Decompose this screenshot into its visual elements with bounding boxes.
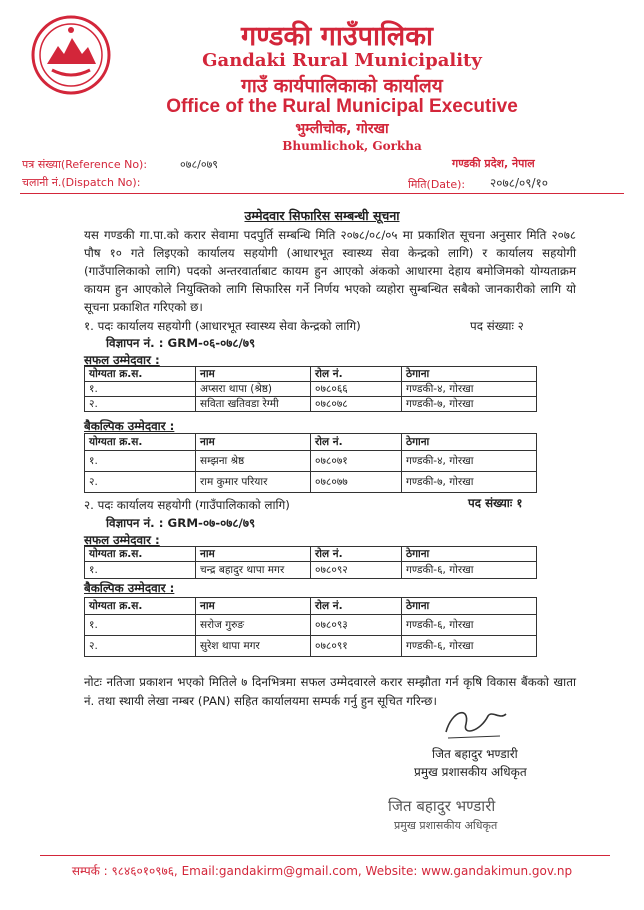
cell: २.: [85, 397, 196, 412]
table-header-row: [85, 547, 537, 562]
post-1-selected-label: सफल उम्मेदवार :: [84, 353, 160, 367]
col-header: रोल नं.: [311, 547, 402, 562]
cell: गण्डकी-७, गोरखा: [402, 397, 537, 412]
stamp-title: प्रमुख प्रशासकीय अधिकृत: [394, 819, 498, 832]
cell: ०७८०७७: [311, 472, 402, 493]
post-1-selected-table: [84, 366, 537, 412]
province-label: गण्डकी प्रदेश, नेपाल: [452, 157, 535, 170]
col-header: रोल नं.: [311, 434, 402, 451]
col-header: योग्यता क्र.स.: [85, 434, 196, 451]
municipality-name-np: गण्डकी गाउँपालिका: [241, 21, 433, 52]
table-header-row: [85, 367, 537, 382]
table-row: [85, 615, 537, 636]
post-2-count: पद संख्याः १: [468, 496, 523, 510]
cell: ०७८०७१: [311, 451, 402, 472]
cell: ०७८०६६: [311, 382, 402, 397]
cell: अप्सरा थापा (श्रेष्ठ): [196, 382, 311, 397]
col-header: नाम: [196, 547, 311, 562]
post-1-alternate-table: [84, 433, 537, 493]
location-en: Bhumlichok, Gorkha: [282, 139, 422, 153]
table-row: [85, 636, 537, 657]
signatory-name: जित बहादुर भण्डारी: [432, 747, 518, 761]
col-header: रोल नं.: [311, 367, 402, 382]
cell: गण्डकी-६, गोरखा: [402, 636, 537, 657]
col-header: ठेगाना: [402, 367, 537, 382]
location-np: भुम्लीचोक, गोरखा: [295, 121, 389, 137]
col-header: ठेगाना: [402, 598, 537, 615]
header-divider: [20, 193, 624, 194]
reference-label: पत्र संख्या(Reference No):: [22, 158, 148, 171]
cell: चन्द्र बहादुर थापा मगर: [196, 562, 311, 579]
post-2-advert: विज्ञापन नं. : GRM-०७-०७८/७९: [106, 516, 256, 530]
table-header-row: [85, 598, 537, 615]
dispatch-label: चलानी नं.(Dispatch No):: [22, 176, 141, 189]
cell: गण्डकी-६, गोरखा: [402, 562, 537, 579]
post-2-heading: २. पदः कार्यालय सहयोगी (गाउँपालिकाको लागि): [84, 498, 290, 512]
cell: गण्डकी-७, गोरखा: [402, 472, 537, 493]
date-label: मिति(Date):: [408, 178, 466, 191]
office-name-np: गाउँ कार्यपालिकाको कार्यालय: [241, 75, 443, 97]
col-header: योग्यता क्र.स.: [85, 547, 196, 562]
col-header: ठेगाना: [402, 547, 537, 562]
cell: १.: [85, 615, 196, 636]
date-value: २०७८/०९/१०: [490, 176, 549, 190]
footer-divider: [40, 855, 610, 856]
col-header: योग्यता क्र.स.: [85, 367, 196, 382]
col-header: ठेगाना: [402, 434, 537, 451]
col-header: नाम: [196, 367, 311, 382]
table-header-row: [85, 434, 537, 451]
cell: ०७८०९२: [311, 562, 402, 579]
reference-value: ०७८/०७९: [180, 158, 219, 171]
post-1-advert: विज्ञापन नं. : GRM-०६-०७८/७९: [106, 336, 256, 350]
post-2-alternate-table: [84, 597, 537, 657]
post-2-alternate-label: बैकल्पिक उम्मेदवार :: [84, 581, 175, 595]
cell: २.: [85, 472, 196, 493]
signature-mark: [440, 702, 510, 742]
cell: सविता खतिवडा रेग्मी: [196, 397, 311, 412]
cell: २.: [85, 636, 196, 657]
cell: ०७८०७८: [311, 397, 402, 412]
table-row: [85, 382, 537, 397]
stamp-name: जित बहादुर भण्डारी: [388, 797, 496, 815]
col-header: योग्यता क्र.स.: [85, 598, 196, 615]
cell: गण्डकी-४, गोरखा: [402, 451, 537, 472]
cell: ०७८०९१: [311, 636, 402, 657]
notice-body: यस गण्डकी गा.पा.को करार सेवामा पदपुर्ति सम्बन्धि मिति २०७८/०८/०५ मा प्रकाशित सूचना अनुसार मिति २०७८ पौष १० गते लिइएको कार्यालय सहयोगी (आधारभूत स्वास्थ्य सेवा केन्द्रको लागि) र कार्यालय सहयोगी (गाउँपालिकाको लागि) पदको अन्तरवार्ताबाट कायम हुन आएको अंकको आधारमा देहाय बमोजिमको योग्यताक्रम कायम हुन आएकोले नियुक्तिको लागि सिफारिस गर्ने निर्णय भएको व्यहोरा सुम्बन्धित सबैको जानकारीको लागि यो सूचना प्रकाशित गरिएको छ।: [84, 228, 576, 314]
cell: गण्डकी-४, गोरखा: [402, 382, 537, 397]
footer-contact: सम्पर्क : ९८४६०१०९७६, Email:gandakirm@gmail.com, Website: www.gandakimun.gov.np: [71, 864, 573, 878]
table-row: [85, 472, 537, 493]
cell: गण्डकी-६, गोरखा: [402, 615, 537, 636]
cell: राम कुमार परियार: [196, 472, 311, 493]
col-header: नाम: [196, 434, 311, 451]
notice-title: उम्मेदवार सिफारिस सम्बन्धी सूचना: [244, 208, 400, 223]
signatory-title: प्रमुख प्रशासकीय अधिकृत: [414, 765, 527, 779]
col-header: नाम: [196, 598, 311, 615]
cell: १.: [85, 382, 196, 397]
cell: सरोज गुरुङ: [196, 615, 311, 636]
cell: सम्झना श्रेष्ठ: [196, 451, 311, 472]
cell: १.: [85, 562, 196, 579]
post-1-count: पद संख्याः २: [470, 319, 524, 333]
office-name-en: Office of the Rural Municipal Executive: [166, 96, 518, 117]
table-row: [85, 397, 537, 412]
note-text: नोटः नतिजा प्रकाशन भएको मितिले ७ दिनभित्रमा सफल उम्मेदवारले करार सम्झौता गर्न कृषि विकास बैंकको खाता नं. तथा स्थायी लेखा नम्बर (PAN) सहित कार्यालयमा सम्पर्क गर्नु हुन सूचित गरिन्छ।: [84, 675, 576, 708]
cell: ०७८०९३: [311, 615, 402, 636]
col-header: रोल नं.: [311, 598, 402, 615]
post-1-heading: १. पदः कार्यालय सहयोगी (आधारभूत स्वास्थ्य सेवा केन्द्रको लागि): [84, 319, 361, 333]
table-row: [85, 562, 537, 579]
post-1-alternate-label: बैकल्पिक उम्मेदवार :: [84, 419, 175, 433]
cell: सुरेश थापा मगर: [196, 636, 311, 657]
post-2-selected-table: [84, 546, 537, 579]
post-2-selected-label: सफल उम्मेदवार :: [84, 533, 160, 547]
table-row: [85, 451, 537, 472]
cell: १.: [85, 451, 196, 472]
municipality-name-en: Gandaki Rural Municipality: [202, 50, 482, 71]
